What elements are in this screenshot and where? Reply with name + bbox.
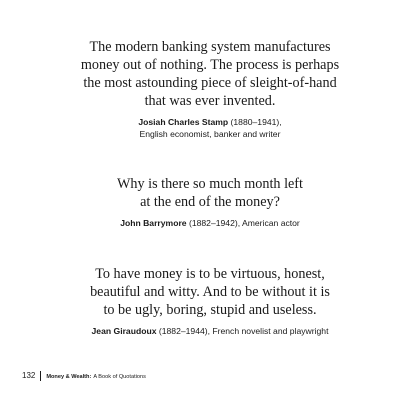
quote-line: The modern banking system manufactures xyxy=(89,39,331,55)
quote-line: that was ever invented. xyxy=(144,93,276,109)
running-subtitle: A Book of Quotations xyxy=(93,374,146,380)
quote-line: Why is there so much month left xyxy=(117,176,303,192)
quote-attribution xyxy=(40,116,380,140)
quote-block-stamp xyxy=(40,38,380,140)
quote-line: at the end of the money? xyxy=(140,194,280,210)
footer-divider xyxy=(40,371,41,381)
quote-line: money out of nothing. The process is perhaps xyxy=(80,57,340,73)
quote-line: the most astounding piece of sleight-of-hand xyxy=(83,75,337,91)
author-name: Josiah Charles Stamp xyxy=(138,117,229,127)
author-name: Jean Giraudoux xyxy=(91,326,157,336)
quote-line: beautiful and witty. And to be without it is xyxy=(90,284,330,300)
author-dates: (1880–1941), xyxy=(228,117,282,127)
page-number: 132 xyxy=(22,371,36,380)
author-dates: (1882–1944), French novelist and playwright xyxy=(156,326,329,336)
quote-text xyxy=(40,175,380,211)
quote-line: To have money is to be virtuous, honest, xyxy=(95,266,325,282)
quote-block-barrymore xyxy=(40,175,380,229)
quote-line: to be ugly, boring, stupid and useless. xyxy=(103,302,317,318)
attribution-line xyxy=(40,217,380,229)
attribution-line xyxy=(40,116,380,128)
running-title: Money & Wealth: xyxy=(46,374,92,380)
quote-text xyxy=(40,38,380,110)
quote-block-giraudoux xyxy=(40,265,380,337)
quote-attribution xyxy=(40,217,380,229)
quote-text xyxy=(40,265,380,319)
page-footer xyxy=(22,371,146,381)
author-name: John Barrymore xyxy=(120,218,187,228)
quote-attribution xyxy=(40,325,380,337)
author-dates: (1882–1942), American actor xyxy=(186,218,300,228)
attribution-line xyxy=(40,325,380,337)
author-description: English economist, banker and writer xyxy=(139,129,281,139)
